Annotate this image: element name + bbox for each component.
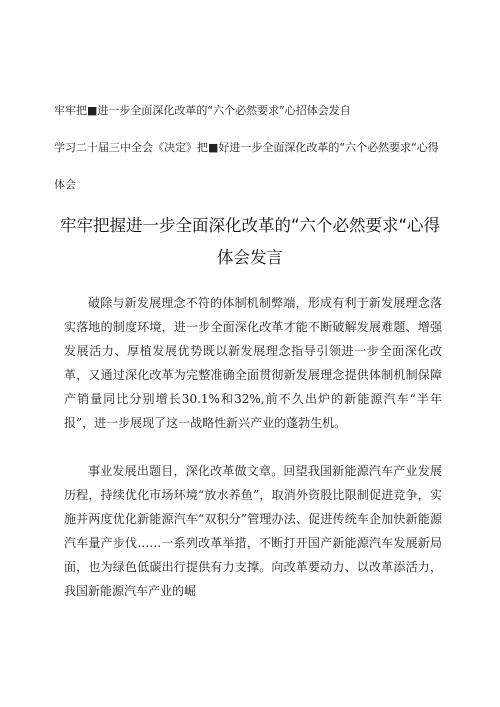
header-line-3: 体会 bbox=[54, 178, 76, 191]
header-line-1: 牢牢把■进一步全面深化改革的“六个必然要求”心招体会发自 bbox=[54, 104, 351, 117]
body-paragraph-2 bbox=[64, 459, 442, 604]
document-title-line-1: 牢牢把握进一步全面深化改革的“六个必然要求“心得 bbox=[59, 216, 441, 235]
paragraph-text: 事业发展出题目，深化改革做文章。回望我国新能源汽车产业发展历程，持续优化市场环境“放水养鱼”，取消外资股比限制促进竞争，实施并两度优化新能源汽车“双积分”管理办法、促进传统车企加快新能源汽车量产步伐……一系列改革举措，不断打开国产新能源汽车发展新局面，也为绿色低碳出行提供有力支撑。向改革要动力、以改革添活力，我国新能源汽车产业的崛 bbox=[64, 464, 442, 599]
header-line-2: 学习二十届三中全会《决定》把■好进一步全面深化改革的“六个必然要求“心得 bbox=[54, 141, 439, 154]
document-title-line-2: 体会发言 bbox=[217, 248, 283, 267]
body-paragraph-1 bbox=[64, 291, 442, 436]
paragraph-text: 破除与新发展理念不符的体制机制弊端，形成有利于新发展理念落实落地的制度环境，进一步全面深化改革才能不断破解发展难题、增强发展活力、厚植发展优势既以新发展理念指导引领进一步全面深化改革，又通过深化改革为完整准确全面贯彻新发展理念提供体制机制保障产销量同比分别增长30.1%和32%,前不久出炉的新能源汽车“半年报”，进一步展现了这一战略性新兴产业的蓬勃生机。 bbox=[64, 296, 442, 431]
